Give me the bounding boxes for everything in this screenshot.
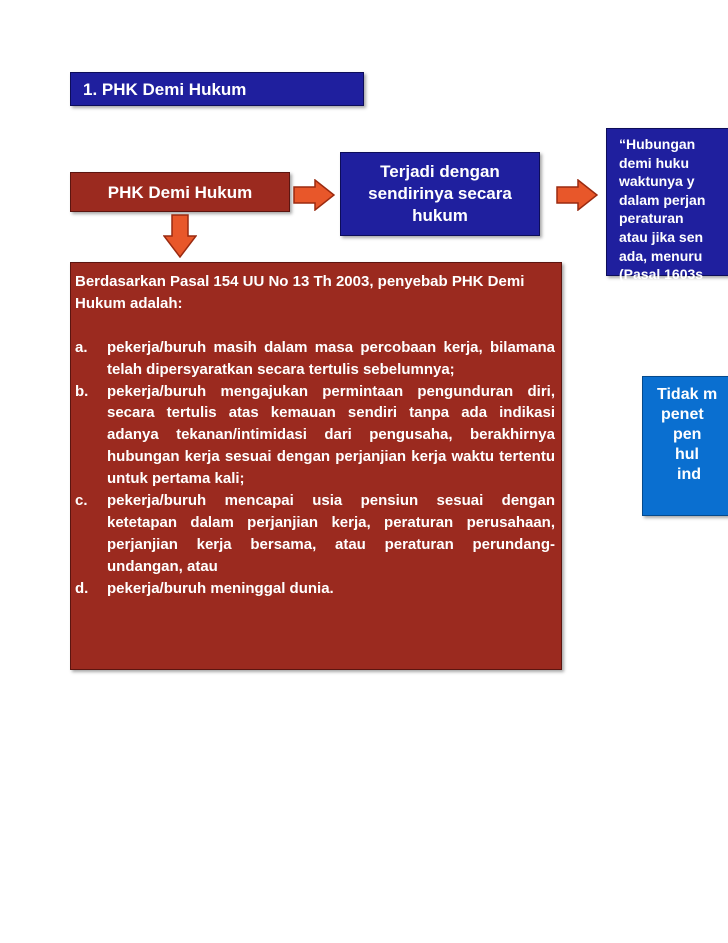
tidak-memerlukan-box — [642, 376, 728, 516]
list-item-label: d. — [75, 579, 89, 597]
list-item-text: pekerja/buruh masih dalam masa percobaan kerja, bilamana telah dipersyaratkan secara tertulis sebelumnya; — [107, 338, 555, 378]
blue-box-line: pen — [673, 426, 702, 443]
penyebab-phk-box — [70, 262, 562, 670]
list-item — [75, 578, 555, 600]
quote-line: peraturan — [619, 210, 684, 227]
arrow-right-1-icon — [293, 179, 335, 211]
blue-box-line: penet — [661, 406, 704, 423]
quote-line: “Hubungan — [619, 136, 696, 152]
intro-text: Berdasarkan Pasal 154 UU No 13 Th 2003, penyebab PHK Demi Hukum adalah: — [75, 273, 525, 312]
quote-line: atau jika sen — [619, 228, 704, 245]
quote-line: ada, menuru — [619, 247, 703, 264]
blue-box-line: ind — [677, 466, 701, 483]
quote-line: waktunya y — [619, 173, 695, 190]
section-title: 1. PHK Demi Hukum — [70, 72, 364, 106]
quote-line: (Pasal 1603s — [619, 266, 704, 283]
list-item-text: pekerja/buruh meninggal dunia. — [107, 579, 334, 597]
list-item-label: b. — [75, 382, 89, 400]
list-item — [75, 490, 555, 578]
arrow-right-2-icon — [556, 179, 598, 211]
blue-box-line: hul — [675, 446, 699, 463]
terjadi-dengan-sendirinya-box: Terjadi dengan sendirinya secara hukum — [340, 152, 540, 236]
list-item-label: c. — [75, 492, 88, 510]
arrow-down-icon — [163, 214, 197, 258]
list-item-text: pekerja/buruh mencapai usia pensiun sesuai dengan ketetapan dalam perjanjian kerja, peraturan perusahaan, perjanjian kerja bersama, atau peraturan perundang-undangan, atau — [107, 492, 555, 575]
blue-box-line: Tidak m — [657, 386, 718, 403]
list-item-label: a. — [75, 338, 88, 356]
list-item — [75, 381, 555, 491]
list-item — [75, 337, 555, 381]
quote-box — [606, 128, 728, 283]
phk-demi-hukum-box: PHK Demi Hukum — [70, 172, 290, 212]
quote-line: dalam perjan — [619, 191, 706, 208]
quote-line: demi huku — [619, 154, 690, 171]
list-item-text: pekerja/buruh mengajukan permintaan pengunduran diri, secara tertulis atas kemauan sendiri tanpa ada indikasi adanya tekanan/intimidasi dari pengusaha, berakhirnya hubungan kerja sesuai dengan perjanjian kerja waktu tertentu untuk pertama kali; — [107, 382, 555, 488]
